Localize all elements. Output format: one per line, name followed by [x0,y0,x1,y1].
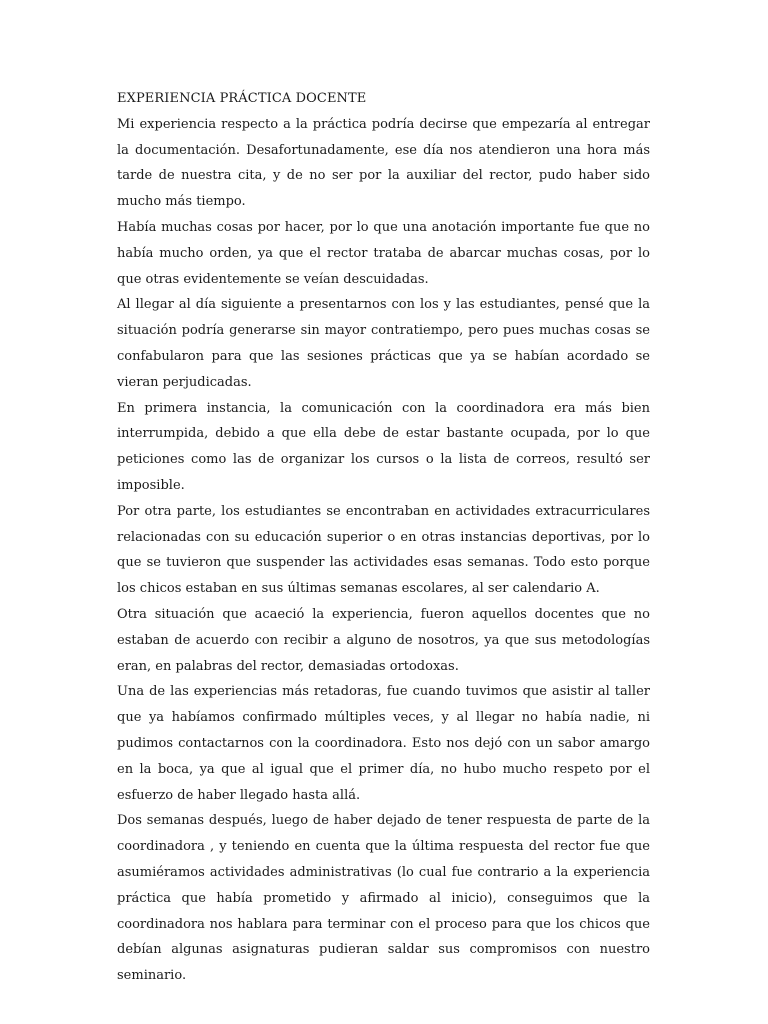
paragraph-3: Al llegar al día siguiente a presentarnos con los y las estudiantes, pensé que la situación podría generarse sin mayor contratiempo, pero pues muchas cosas se confabularon para que las sesiones prácticas que ya se habían acordado se vieran perjudicadas. [117,297,650,390]
paragraph-8: Dos semanas después, luego de haber dejado de tener respuesta de parte de la coordinadora , y teniendo en cuenta que la última respuesta del rector fue que asumiéramos actividades administrativas (lo cual fue contrario a la experiencia práctica que había prometido y afirmado al inicio), conseguimos que la coordinadora nos hablara para terminar con el proceso para que los chicos que debían algunas asignaturas pudieran saldar sus compromisos con nuestro seminario. [117,813,650,984]
paragraph-4: En primera instancia, la comunicación con la coordinadora era más bien interrumpida, debido a que ella debe de estar bastante ocupada, por lo que peticiones como las de organizar los cursos o la lista de correos, resultó ser imposible. [117,400,650,493]
paragraph-7: Una de las experiencias más retadoras, fue cuando tuvimos que asistir al taller que ya habíamos confirmado múltiples veces, y al llegar no había nadie, ni pudimos contactarnos con la coordinadora. Esto nos dejó con un sabor amargo en la boca, ya que al igual que el primer día, no hubo mucho respeto por el esfuerzo de haber llegado hasta allá. [117,684,650,803]
document-title: EXPERIENCIA PRÁCTICA DOCENTE [117,91,367,106]
paragraph-6: Otra situación que acaeció la experiencia, fueron aquellos docentes que no estaban de acuerdo con recibir a alguno de nosotros, ya que sus metodologías eran, en palabras del rector, demasiadas ortodoxas. [117,606,650,674]
paragraph-5: Por otra parte, los estudiantes se encontraban en actividades extracurriculares relacionadas con su educación superior o en otras instancias deportivas, por lo que se tuvieron que suspender las actividades esas semanas. Todo esto porque los chicos estaban en sus últimas semanas escolares, al ser calendario A. [117,503,650,597]
document-page [117,86,650,989]
paragraph-2: Había muchas cosas por hacer, por lo que una anotación importante fue que no había mucho orden, ya que el rector trataba de abarcar muchas cosas, por lo que otras evidentemente se veían descuidadas. [117,219,650,287]
paragraph-1: Mi experiencia respecto a la práctica podría decirse que empezaría al entregar la documentación. Desafortunadamente, ese día nos atendieron una hora más tarde de nuestra cita, y de no ser por la auxiliar del rector, pudo haber sido mucho más tiempo. [117,116,650,210]
